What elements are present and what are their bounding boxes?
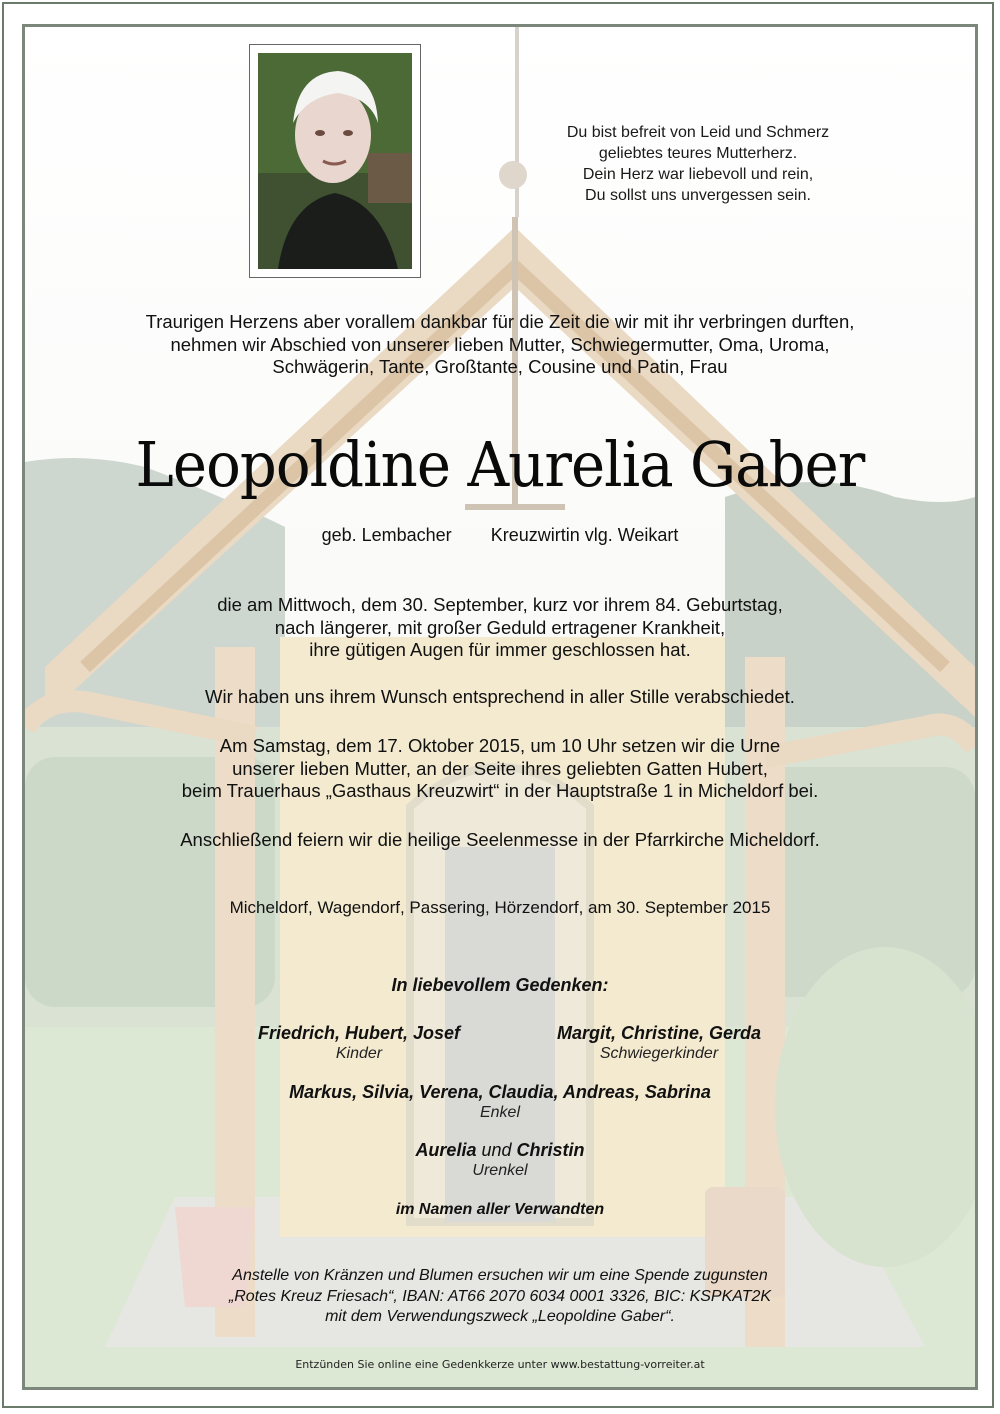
great-grandchildren-relation: Urenkel bbox=[472, 1162, 528, 1179]
great-grandchildren-names bbox=[0, 1139, 1000, 1161]
great-grandchildren-group bbox=[0, 1139, 1000, 1180]
house-name: Kreuzwirtin vlg. Weikart bbox=[490, 525, 679, 545]
birth-name: geb. Lembacher bbox=[321, 525, 452, 545]
conjunction: und bbox=[481, 1140, 512, 1160]
mourners-heading: In liebevollem Gedenken: bbox=[391, 975, 609, 995]
grandchildren-relation: Enkel bbox=[479, 1104, 521, 1121]
death-notice bbox=[0, 594, 1000, 662]
intro-line: nehmen wir Abschied von unserer lieben Mutter, Schwiegermutter, Oma, Uroma, bbox=[170, 333, 830, 355]
children-in-law-group bbox=[514, 1022, 804, 1063]
great-grandchild-name: Aurelia bbox=[415, 1140, 477, 1160]
place-date: Micheldorf, Wagendorf, Passering, Hörzendorf, am 30. September 2015 bbox=[229, 898, 771, 917]
death-notice-line: nach längerer, mit großer Geduld ertragener Krankheit, bbox=[274, 616, 726, 638]
relatives-line: im Namen aller Verwandten bbox=[395, 1201, 605, 1218]
portrait-photo bbox=[249, 44, 421, 278]
donation-line: „Rotes Kreuz Friesach“, IBAN: AT66 2070 6034 0001 3326, BIC: KSPKAT2K bbox=[228, 1287, 772, 1305]
farewell-text: Wir haben uns ihrem Wunsch entsprechend in aller Stille verabschiedet. bbox=[205, 686, 795, 707]
intro-line: Traurigen Herzens aber vorallem dankbar für die Zeit die wir mit ihr verbringen durften, bbox=[145, 311, 855, 332]
grandchildren-names: Markus, Silvia, Verena, Claudia, Andreas, Sabrina bbox=[289, 1082, 711, 1102]
great-grandchild-name: Christin bbox=[516, 1140, 585, 1160]
children-in-law-relation: Schwiegerkinder bbox=[599, 1045, 719, 1062]
mass-info: Anschließend feiern wir die heilige Seelenmesse in der Pfarrkirche Micheldorf. bbox=[180, 829, 820, 850]
donation-line: mit dem Verwendungszweck „Leopoldine Gaber“. bbox=[325, 1308, 675, 1325]
poem-line: Dein Herz war liebevoll und rein, bbox=[582, 166, 814, 183]
death-notice-line: die am Mittwoch, dem 30. September, kurz vor ihrem 84. Geburtstag, bbox=[217, 594, 783, 615]
burial-line: unserer lieben Mutter, an der Seite ihres geliebten Gatten Hubert, bbox=[232, 757, 768, 779]
poem-line: Du bist befreit von Leid und Schmerz bbox=[566, 124, 830, 141]
intro-line: Schwägerin, Tante, Großtante, Cousine und Patin, Frau bbox=[272, 356, 728, 377]
footer-link-text[interactable]: Entzünden Sie online eine Gedenkkerze unter www.bestattung-vorreiter.at bbox=[295, 1358, 705, 1371]
deceased-name: Leopoldine Aurelia Gaber bbox=[135, 428, 865, 501]
donation-request bbox=[0, 1266, 1000, 1328]
death-notice-line: ihre gütigen Augen für immer geschlossen hat. bbox=[309, 639, 691, 660]
burial-line: beim Trauerhaus „Gasthaus Kreuzwirt“ in der Hauptstraße 1 in Micheldorf bei. bbox=[181, 780, 819, 801]
poem-line: geliebtes teures Mutterherz. bbox=[598, 145, 798, 162]
name-details bbox=[0, 524, 1000, 546]
donation-line: Anstelle von Kränzen und Blumen ersuchen wir um eine Spende zugunsten bbox=[232, 1267, 768, 1284]
portrait-image bbox=[258, 53, 412, 269]
memorial-poem bbox=[500, 122, 896, 206]
burial-info bbox=[0, 735, 1000, 803]
poem-line: Du sollst uns unvergessen sein. bbox=[585, 187, 811, 204]
children-group bbox=[229, 1022, 489, 1063]
children-relation: Kinder bbox=[335, 1045, 383, 1062]
burial-line: Am Samstag, dem 17. Oktober 2015, um 10 Uhr setzen wir die Urne bbox=[219, 735, 781, 756]
children-names: Friedrich, Hubert, Josef bbox=[257, 1023, 461, 1043]
intro-text bbox=[0, 311, 1000, 379]
children-in-law-names: Margit, Christine, Gerda bbox=[556, 1023, 762, 1043]
grandchildren-group bbox=[0, 1081, 1000, 1122]
